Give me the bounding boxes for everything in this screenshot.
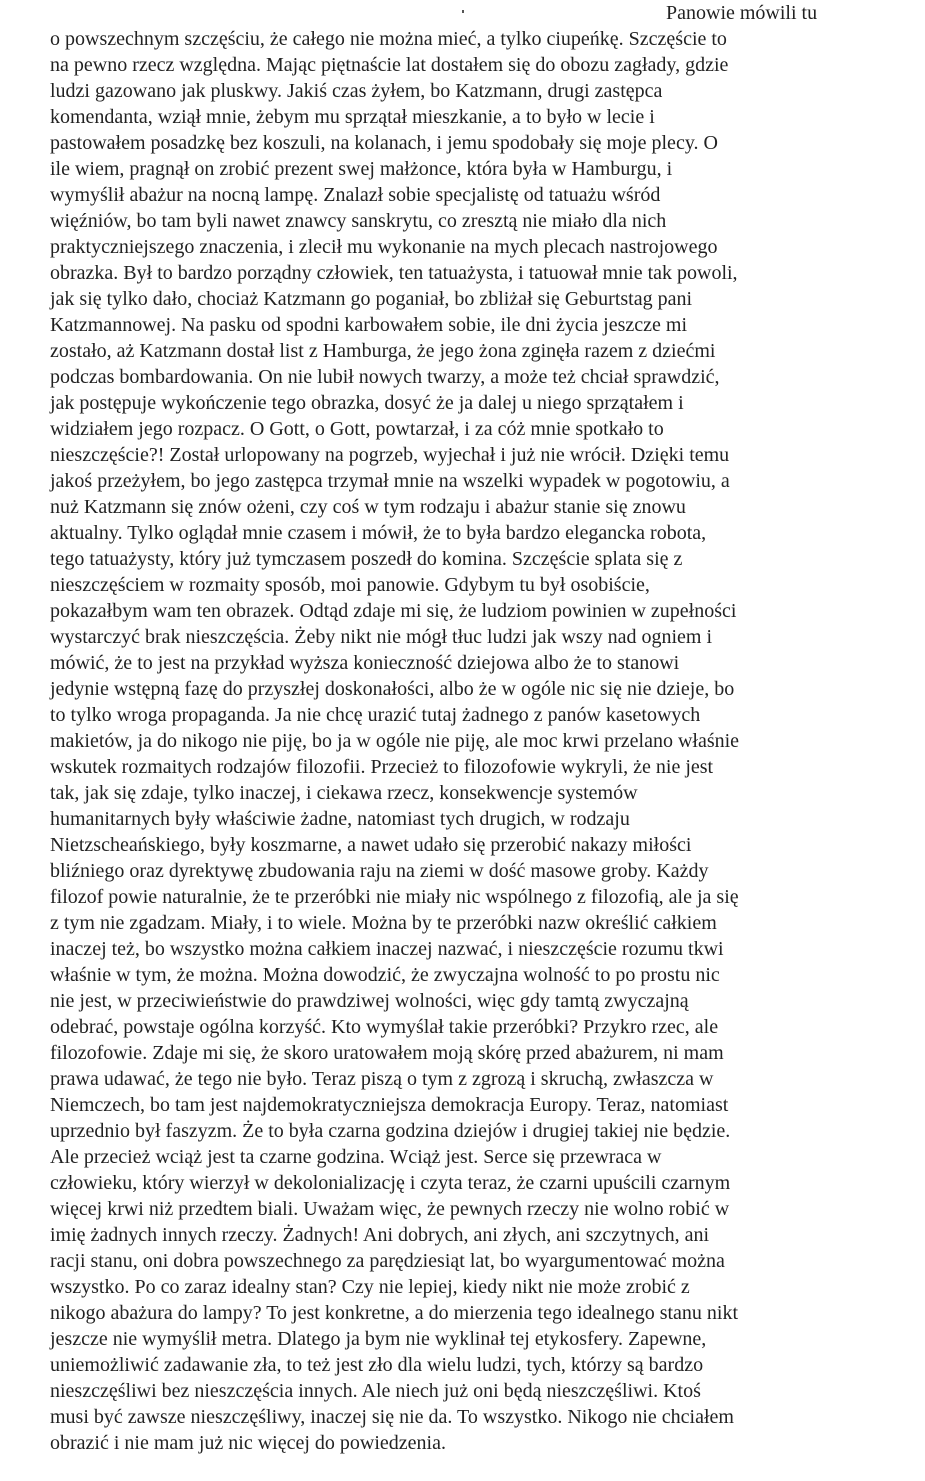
paragraph-line: racji stanu, oni dobra powszechnego za parędziesiąt lat, bo wyargumentować można (50, 1250, 725, 1272)
paragraph-line: Katzmannowej. Na pasku od spodni karbowałem sobie, ile dni życia jeszcze mi (50, 314, 688, 336)
paragraph-line: prawa udawać, że tego nie było. Teraz piszą o tym z zgrozą i skruchą, zwłaszcza w (50, 1068, 714, 1090)
paragraph-line: aktualny. Tylko oglądał mnie czasem i mówił, że to była bardzo elegancka robota, (50, 522, 707, 544)
paragraph-line: filozof powie naturalnie, że te przeróbki nie miały nic wspólnego z filozofią, ale ja się (50, 886, 739, 908)
paragraph-line: jeszcze nie wymyślił metra. Dlatego ja bym nie wyklinał tej etykosfery. Zapewne, (50, 1328, 707, 1350)
paragraph-line: wymyślił abażur na nocną lampę. Znalazł sobie specjalistę od tatuażu wśród (50, 184, 661, 206)
paragraph-line: o powszechnym szczęściu, że całego nie można mieć, a tylko ciupeńkę. Szczęście to (50, 28, 727, 50)
paragraph-line: jedynie wstępną fazę do przyszłej doskonałości, albo że w ogóle nic się nie dzieje, bo (50, 678, 735, 700)
paragraph-line: inaczej też, bo wszystko można całkiem inaczej nazwać, i nieszczęście rozumu tkwi (50, 938, 724, 960)
paragraph-line: wszystko. Po co zaraz idealny stan? Czy nie lepiej, kiedy nikt nie może zrobić z (50, 1276, 690, 1298)
paragraph-line: widziałem jego rozpacz. O Gott, o Gott, powtarzał, i za cóż mnie spotkało to (50, 418, 664, 440)
paragraph-line: więcej krwi niż przedtem biali. Uważam więc, że pewnych rzeczy nie wolno robić w (50, 1198, 730, 1220)
paragraph-line: jak postępuje wykończenie tego obrazka, dosyć że ja dalej u niego sprzątałem i (50, 392, 684, 414)
paragraph-line: nieszczęściem w rozmaity sposób, moi panowie. Gdybym tu był osobiście, (50, 574, 650, 596)
paragraph-line: uniemożliwić zadawanie zła, to też jest zło dla wielu ludzi, tych, którzy są bardzo (50, 1354, 704, 1376)
paragraph-line: nieszczęśliwi bez nieszczęścia innych. Ale niech już oni będą nieszczęśliwi. Ktoś (50, 1380, 701, 1402)
paragraph-line: filozofowie. Zdaje mi się, że skoro uratowałem moją skórę przed abażurem, ni mam (50, 1042, 724, 1064)
paragraph-line: nikogo abażura do lampy? To jest konkretne, a do mierzenia tego idealnego stanu nikt (50, 1302, 739, 1324)
paragraph-line: musi być zawsze nieszczęśliwy, inaczej się nie da. To wszystko. Nikogo nie chciałem (50, 1406, 734, 1428)
paragraph-line: jakoś przeżyłem, bo jego zastępca trzymał mnie na wszelki wypadek w pogotowiu, a (50, 470, 730, 492)
paragraph-line: na pewno rzecz względna. Mając piętnaście lat dostałem się do obozu zagłady, gdzie (50, 54, 729, 76)
paragraph-line: zostało, aż Katzmann dostał list z Hamburga, że jego żona zginęła razem z dziećmi (50, 340, 716, 362)
paragraph-line: Nietzscheańskiego, były koszmarne, a nawet udało się przerobić nakazy miłości (50, 834, 692, 856)
paragraph-line: bliźniego oraz dyrektywę zbudowania raju na ziemi w dość masowe groby. Każdy (50, 860, 709, 882)
paragraph-line: uprzednio był faszyzm. Że to była czarna godzina dziejów i drugiej takiej nie będzie. (50, 1120, 731, 1142)
paragraph-line: Panowie mówili tu (666, 2, 818, 24)
paragraph-line: imię żadnych innych rzeczy. Żadnych! Ani dobrych, ani złych, ani szczytnych, ani (50, 1224, 710, 1246)
paragraph-line: komendanta, wziął mnie, żebym mu sprzątał mieszkanie, a to było w lecie i (50, 106, 655, 128)
paragraph-line: właśnie w tym, że można. Można dowodzić, że zwyczajna wolność to po prostu nic (50, 964, 720, 986)
paragraph-line: ile wiem, pragnął on zrobić prezent swej małżonce, która była w Hamburgu, i (50, 158, 673, 180)
paragraph-line: praktyczniejszego znaczenia, i zlecił mu wykonanie na mych plecach nastrojowego (50, 236, 718, 258)
paragraph-line: Ale przecież wciąż jest ta czarne godzina. Wciąż jest. Serce się przewraca w (50, 1146, 662, 1168)
paragraph-line: ludzi gazowano jak pluskwy. Jakiś czas żyłem, bo Katzmann, drugi zastępca (50, 80, 663, 102)
stray-mark (462, 10, 464, 13)
paragraph-line: jak się tylko dało, chociaż Katzmann go poganiał, bo zbliżał się Geburtstag pani (50, 288, 693, 310)
paragraph-line: nieszczęście?! Został urlopowany na pogrzeb, wyjechał i już nie wrócił. Dzięki temu (50, 444, 730, 466)
paragraph-line: humanitarnych były właściwie żadne, natomiast tych drugich, w rodzaju (50, 808, 630, 830)
paragraph-line: mówić, że to jest na przykład wyższa konieczność dziejowa albo że to stanowi (50, 652, 680, 674)
paragraph-line: Niemczech, bo tam jest najdemokratyczniejsza demokracja Europy. Teraz, natomiast (50, 1094, 729, 1116)
paragraph-line: obrazka. Był to bardzo porządny człowiek, ten tatuażysta, i tatuował mnie tak powoli, (50, 262, 738, 284)
paragraph-line: pokazałbym wam ten obrazek. Odtąd zdaje mi się, że ludziom powinien w zupełności (50, 600, 737, 622)
paragraph-line: z tym nie zgadzam. Miały, i to wiele. Można by te przeróbki nazw określić całkiem (50, 912, 717, 934)
document-page (50, 0, 910, 1456)
paragraph-line: wystarczyć brak nieszczęścia. Żeby nikt nie mógł tłuc ludzi jak wszy nad ogniem i (50, 626, 713, 648)
paragraph-line: makietów, ja do nikogo nie piję, bo ja w ogóle nie piję, ale moc krwi przelano właśnie (50, 730, 740, 752)
paragraph-line: pastowałem posadzkę bez koszuli, na kolanach, i jemu spodobały się moje plecy. O (50, 132, 718, 154)
paragraph-line: podczas bombardowania. On nie lubił nowych twarzy, a może też chciał sprawdzić, (50, 366, 720, 388)
paragraph-line: człowieku, który wierzył w dekolonializację i czyta teraz, że czarni upuścili czarnym (50, 1172, 731, 1194)
paragraph-line: to tylko wroga propaganda. Ja nie chcę urazić tutaj żadnego z panów kasetowych (50, 704, 701, 726)
paragraph-line: odebrać, powstaje ogólna korzyść. Kto wymyślał takie przeróbki? Przykro rzec, ale (50, 1016, 719, 1038)
paragraph-line: nuż Katzmann się znów ożeni, czy coś w tym rodzaju i abażur stanie się znowu (50, 496, 686, 518)
paragraph-line: obrazić i nie mam już nic więcej do powiedzenia. (50, 1432, 446, 1454)
paragraph-line: nie jest, w przeciwieństwie do prawdziwej wolności, więc gdy tamtą zwyczajną (50, 990, 689, 1012)
text-block (50, 0, 910, 1456)
paragraph-line: wskutek rozmaitych rodzajów filozofii. Przecież to filozofowie wykryli, że nie jest (50, 756, 714, 778)
paragraph-line: tego tatuażysty, który już tymczasem poszedł do komina. Szczęście splata się z (50, 548, 683, 570)
paragraph-line: tak, jak się zdaje, tylko inaczej, i ciekawa rzecz, konsekwencje systemów (50, 782, 638, 804)
paragraph-line: więźniów, bo tam byli nawet znawcy sanskrytu, co zresztą nie miało dla nich (50, 210, 667, 232)
